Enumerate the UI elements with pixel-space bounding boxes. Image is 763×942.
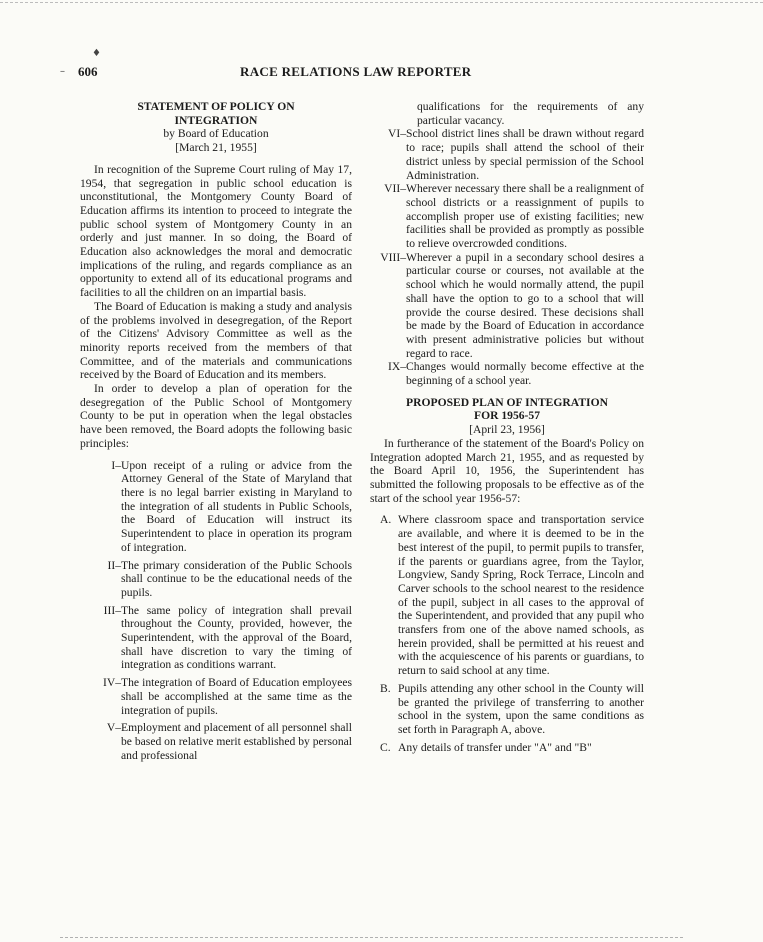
principle-number: II– (107, 558, 121, 572)
principle-number: VIII– (380, 250, 406, 264)
right-column (370, 100, 644, 754)
plan-date: [April 23, 1956] (469, 423, 545, 437)
plan-title-line2: FOR 1956-57 (473, 409, 540, 423)
principle-number: V– (106, 721, 121, 735)
principle-item (98, 559, 352, 600)
page-header (60, 64, 700, 84)
plan-item-text: Where classroom space and transportation service are available, and where it is deemed to be in the best interest of the pupil, to permit pupils to transfer, if the parents or guardians agree, from the Taylor, Longview, Sandy Spring, Rock Terrace, Lincoln and Carver schools to the school nearest to the residence of the pupil, subject in all cases to the approval of the Superintendent, and provided that any pupil who transfers from one of the above named schools, as herein provided, shall be permitted at his reuest and with the acquiescence of his parents or guardians, to return to said school at any time. (398, 513, 644, 678)
left-column (80, 100, 352, 762)
principle-text: The same policy of integration shall prevail throughout the County, provided, however, the Superintendent, with the approval of the Board, shall have discretion to vary the timing of integration as conditions warrant. (121, 603, 352, 672)
principle-item (98, 676, 352, 717)
plan-item (380, 682, 644, 737)
principle-number: IX– (387, 360, 406, 374)
statement-date: [March 21, 1955] (175, 141, 257, 155)
statement-paragraph-3: In order to develop a plan of operation for the desegregation of the Public School of Montgomery County to be put in operation when the legal obstacles have been removed, the Board adopts the following basic principles: (80, 382, 352, 450)
principle-item (98, 459, 352, 555)
principle-text: School district lines shall be drawn without regard to race; pupils shall attend the school of their district unless by special permission of the School Administration. (406, 127, 644, 182)
principle-item (370, 182, 644, 251)
plan-intro: In furtherance of the statement of the Board's Policy on Integration adopted March 21, 1955, and as requested by the Board April 10, 1956, the Superintendent has submitted the following proposals to be effective as of the start of the school year 1956-57: (370, 436, 644, 505)
statement-title-line1: STATEMENT OF POLICY ON (137, 100, 295, 113)
principle-item (370, 127, 644, 182)
principle-text: Wherever a pupil in a secondary school desires a particular course or courses, not available at the school which he would normally attend, the pupil shall have the option to go to a school that will provide the course desired. These decisions shall be made by the Board of Education in accordance with present administrative policies but without regard to race. (406, 250, 644, 360)
statement-byline: by Board of Education (163, 127, 269, 141)
plan-item (380, 513, 644, 677)
scan-mark: ♦ (92, 48, 101, 59)
statement-title-line2: INTEGRATION (174, 113, 258, 127)
running-title: RACE RELATIONS LAW REPORTER (240, 64, 472, 79)
scan-mark: – (60, 66, 65, 77)
plan-title-line1: PROPOSED PLAN OF INTEGRATION (406, 395, 608, 409)
principle-text: Upon receipt of a ruling or advice from the Attorney General of the State of Maryland that there is no legal barrier existing in Maryland to the integration of all students in Public Schools, the Board of Education will instruct its Superintendent to place in operation its program of integration. (121, 458, 352, 554)
principle-text: The primary consideration of the Public Schools shall continue to be the educational needs of the pupils. (121, 558, 352, 599)
principle-number: I– (111, 458, 121, 472)
statement-paragraph-2: The Board of Education is making a study and analysis of the problems involved in desegregation, of the Report of the Citizens' Advisory Committee as well as the minority reports received from the members of that Committee, and of the materials and communications received by the Board of Education and its members. (80, 299, 352, 382)
principle-number: VII– (384, 182, 406, 196)
plan-item-text: Pupils attending any other school in the County will be granted the privilege of transferring to another school in the system, upon the same conditions as set forth in Paragraph A, above. (398, 681, 644, 736)
principle-continued-text: qualifications for the requirements of any particular vacancy. (417, 100, 644, 127)
principle-item (370, 251, 644, 361)
principle-item (98, 721, 352, 762)
principle-item (370, 360, 644, 387)
principle-number: VI– (387, 127, 406, 141)
plan-item-letter: B. (380, 681, 391, 695)
principle-number: III– (103, 603, 121, 617)
principle-text: Changes would normally become effective at the beginning of a school year. (406, 360, 644, 388)
top-border (0, 2, 763, 3)
principle-text: Employment and placement of all personnel shall be based on relative merit established by personal and professional (121, 721, 352, 762)
bottom-border (60, 937, 683, 938)
principle-number: IV– (102, 676, 121, 690)
statement-paragraph-1: In recognition of the Supreme Court ruling of May 17, 1954, that segregation in public school education is unconstitutional, the Montgomery County Board of Education affirms its intention to proceed to integrate the public school system of Montgomery County in an orderly and just manner. In so doing, the Board of Education also acknowledges the moral and democratic implications of the ruling, and regards compliance as an opportunity to extend all of its educational programs and facilities to all the children on an impartial basis. (80, 162, 352, 300)
principle-text: Wherever necessary there shall be a realignment of school districts or a reassignment of pupils to accomplish proper use of existing facilities; new facilities shall be provided as promptly as possible to relieve overcrowded conditions. (406, 182, 644, 251)
principle-text: The integration of Board of Education employees shall be accomplished at the same time as the integration of pupils. (121, 676, 352, 717)
plan-item-letter: A. (380, 513, 392, 527)
plan-item-letter: C. (380, 740, 391, 754)
plan-item-text: Any details of transfer under "A" and "B" (398, 740, 592, 754)
page-number: 606 (78, 64, 98, 79)
plan-item (380, 741, 644, 755)
principle-item (98, 604, 352, 673)
